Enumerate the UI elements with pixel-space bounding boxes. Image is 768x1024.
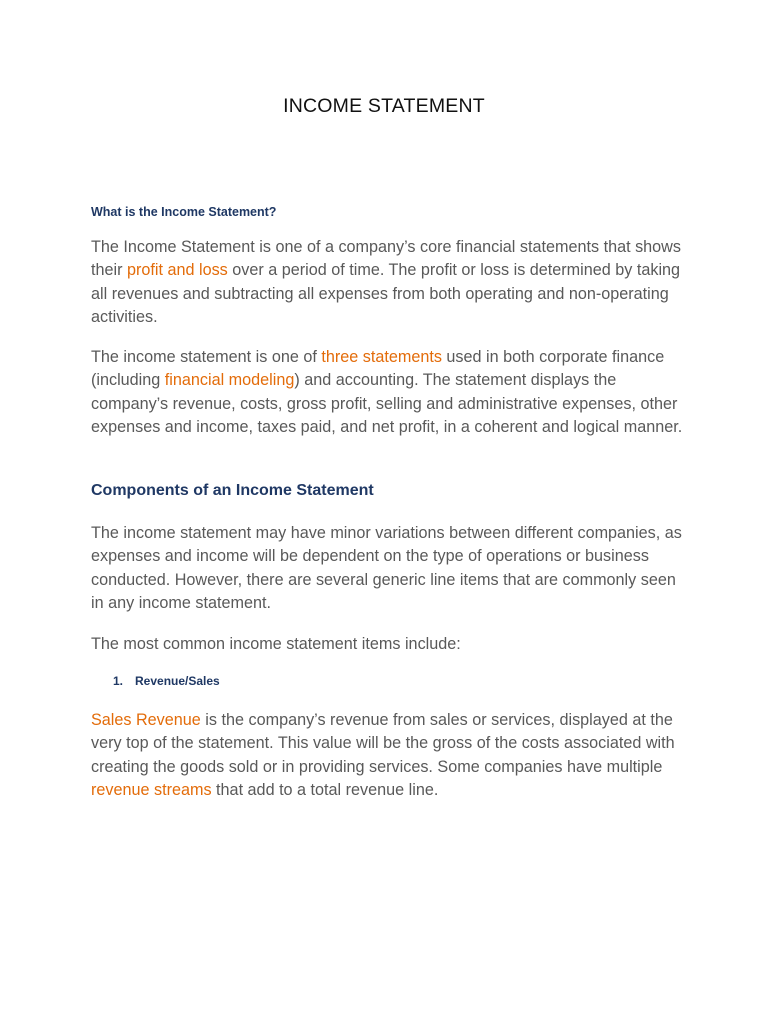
list-item-number: 1. (113, 674, 124, 688)
link-financial-modeling[interactable]: financial modeling (164, 371, 295, 390)
paragraph-text: The Income Statement is one of a company’s core financial statements that shows their (91, 238, 681, 280)
paragraph-text: over a period of time. The profit or loss is determined by taking all revenues and subtracting all expenses from both operating and non-operating activities. (91, 261, 681, 327)
paragraph-text: The income statement is one of (91, 348, 322, 366)
paragraph-three-statements (91, 346, 691, 440)
paragraph-variations: The income statement may have minor variations between different companies, as expenses and income will be dependent on the type of operations or business conducted. However, there are several generic line items that are commonly seen in any income statement. (91, 524, 682, 613)
section-heading: Components of an Income Statement (91, 482, 374, 499)
paragraph-text: is the company’s revenue from sales or services, displayed at the very top of the statement. This value will be the gross of the costs associated with creating the goods sold or in providing services. Some companies have multiple (91, 711, 675, 776)
paragraph-text: ) and accounting. The statement displays the company’s revenue, costs, gross profit, selling and administrative expenses, other expenses and income, taxes paid, and net profit, in a coherent and logical manner. (91, 371, 683, 437)
paragraph-text: that add to a total revenue line. (211, 781, 439, 800)
document-title: INCOME STATEMENT (283, 95, 485, 117)
list-item (113, 674, 220, 688)
paragraph-sales-revenue (91, 709, 691, 803)
paragraph-common-items: The most common income statement items include: (91, 635, 461, 653)
link-sales-revenue[interactable]: Sales Revenue (91, 711, 201, 729)
link-revenue-streams[interactable]: revenue streams (91, 781, 212, 800)
link-profit-and-loss[interactable]: profit and loss (127, 261, 228, 280)
section-subheading: What is the Income Statement? (91, 205, 277, 219)
list-item-label: Revenue/Sales (135, 674, 220, 688)
paragraph-intro (91, 236, 691, 330)
link-three-statements[interactable]: three statements (321, 348, 442, 366)
paragraph-text: used in both corporate finance (including (91, 348, 665, 390)
